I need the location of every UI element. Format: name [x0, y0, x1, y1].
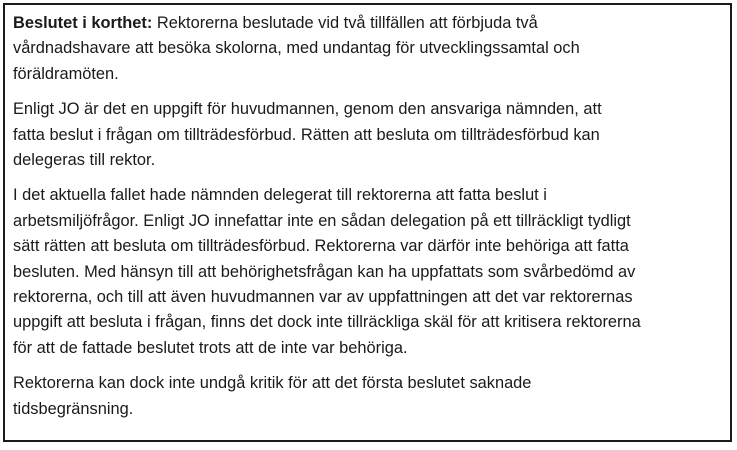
- text-line: sätt rätten att besluta om tillträdesförbud. Rektorerna var därför inte behöriga att fatta: [13, 237, 629, 256]
- text-line: föräldramöten.: [13, 64, 119, 83]
- paragraph-criticism: [13, 371, 722, 422]
- text-line: fatta beslut i frågan om tillträdesförbud. Rätten att besluta om tillträdesförbud kan: [13, 125, 600, 144]
- text-line: för att de fattade beslutet trots att de inte var behöriga.: [13, 338, 408, 357]
- paragraph-delegation: [13, 183, 722, 361]
- text-line: I det aktuella fallet hade nämnden delegerat till rektorerna att fatta beslut i: [13, 186, 547, 205]
- summary-heading: Beslutet i korthet:: [13, 14, 153, 32]
- text-line: delegeras till rektor.: [13, 151, 156, 170]
- text-line: tidsbegränsning.: [13, 399, 134, 418]
- paragraph-jo-assessment: [13, 97, 722, 173]
- text-line: Enligt JO är det en uppgift för huvudmannen, genom den ansvariga nämnden, att: [13, 100, 602, 119]
- text-line: [13, 11, 722, 36]
- text-line: besluten. Med hänsyn till att behörighetsfrågan kan ha uppfattats som svårbedömd av: [13, 262, 636, 281]
- paragraph-summary: [13, 11, 722, 87]
- text-line: rektorerna, och till att även huvudmannen var av uppfattningen att det var rektorernas: [13, 288, 633, 307]
- text-line: uppgift att besluta i frågan, finns det dock inte tillräckliga skäl för att kritisera rektorerna: [13, 313, 641, 332]
- text-line: arbetsmiljöfrågor. Enligt JO innefattar inte en sådan delegation på ett tillräckligt tydligt: [13, 211, 631, 230]
- text-line: Rektorerna kan dock inte undgå kritik för att det första beslutet saknade: [13, 374, 532, 393]
- text-line: vårdnadshavare att besöka skolorna, med undantag för utvecklingssamtal och: [13, 39, 580, 58]
- text-line-content: Rektorerna beslutade vid två tillfällen att förbjuda två: [152, 14, 538, 32]
- summary-box: [3, 3, 732, 442]
